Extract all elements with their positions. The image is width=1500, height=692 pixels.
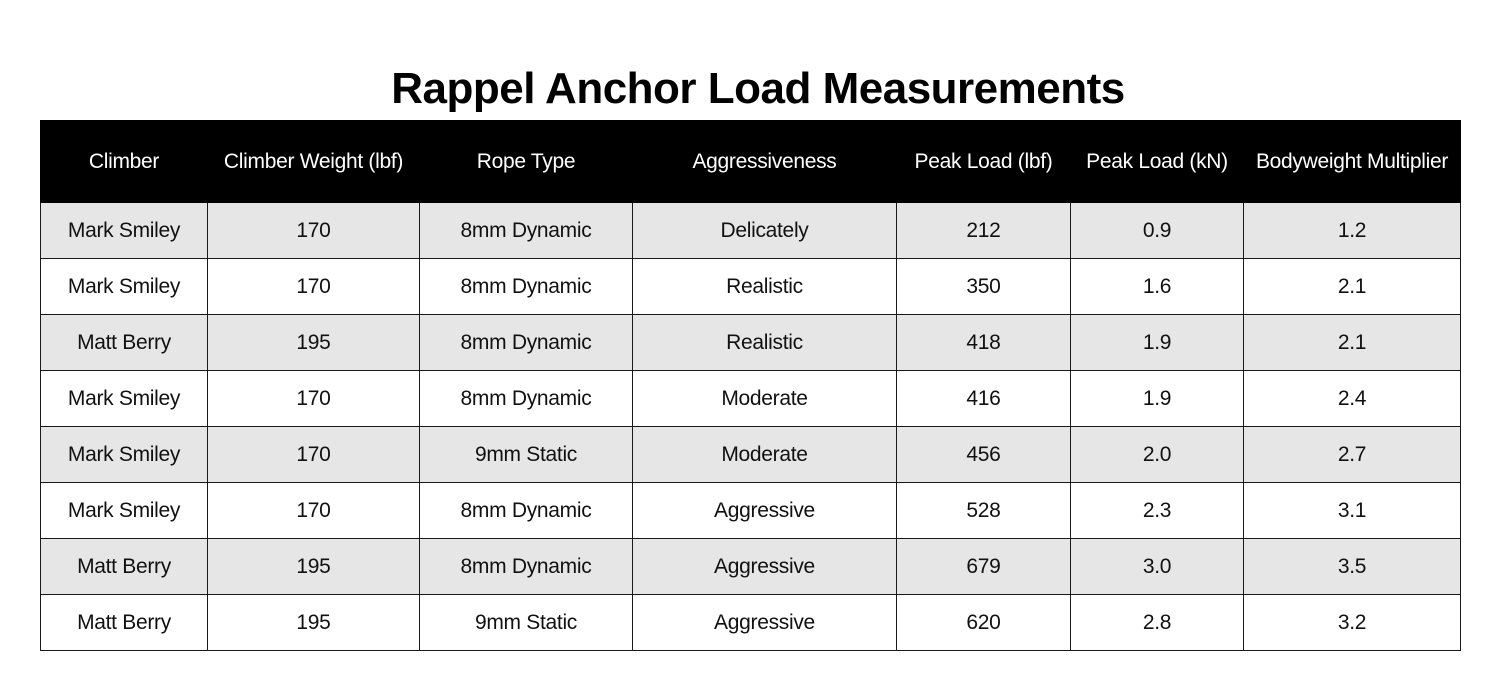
cell-peak-load-lbf: 418 <box>897 315 1071 371</box>
cell-rope-type: 8mm Dynamic <box>420 259 633 315</box>
column-header-aggressiveness: Aggressiveness <box>633 121 897 203</box>
cell-aggressiveness: Realistic <box>633 315 897 371</box>
page-title: Rappel Anchor Load Measurements <box>391 64 1125 114</box>
cell-climber-weight: 195 <box>208 595 420 651</box>
cell-climber: Mark Smiley <box>41 259 208 315</box>
table-row <box>41 483 1461 539</box>
cell-rope-type: 9mm Static <box>420 427 633 483</box>
cell-climber-weight: 170 <box>208 427 420 483</box>
table-row <box>41 427 1461 483</box>
cell-peak-load-lbf: 416 <box>897 371 1071 427</box>
cell-climber-weight: 170 <box>208 259 420 315</box>
cell-bodyweight-multiplier: 3.2 <box>1244 595 1461 651</box>
table-row <box>41 315 1461 371</box>
cell-rope-type: 8mm Dynamic <box>420 203 633 259</box>
cell-climber-weight: 170 <box>208 483 420 539</box>
table-body <box>41 203 1461 651</box>
load-measurements-table <box>40 120 1461 651</box>
cell-rope-type: 8mm Dynamic <box>420 539 633 595</box>
cell-bodyweight-multiplier: 3.1 <box>1244 483 1461 539</box>
cell-aggressiveness: Moderate <box>633 427 897 483</box>
cell-rope-type: 9mm Static <box>420 595 633 651</box>
cell-climber-weight: 195 <box>208 539 420 595</box>
column-header-climber-weight: Climber Weight (lbf) <box>208 121 420 203</box>
cell-bodyweight-multiplier: 1.2 <box>1244 203 1461 259</box>
cell-peak-load-kn: 2.8 <box>1071 595 1244 651</box>
cell-aggressiveness: Aggressive <box>633 539 897 595</box>
cell-rope-type: 8mm Dynamic <box>420 371 633 427</box>
cell-peak-load-lbf: 212 <box>897 203 1071 259</box>
cell-peak-load-lbf: 679 <box>897 539 1071 595</box>
table-row <box>41 539 1461 595</box>
cell-bodyweight-multiplier: 2.1 <box>1244 315 1461 371</box>
cell-climber: Mark Smiley <box>41 483 208 539</box>
cell-peak-load-kn: 1.6 <box>1071 259 1244 315</box>
cell-climber: Matt Berry <box>41 315 208 371</box>
cell-bodyweight-multiplier: 2.4 <box>1244 371 1461 427</box>
table-header <box>41 121 1461 203</box>
column-header-peak-load-lbf: Peak Load (lbf) <box>897 121 1071 203</box>
table-row <box>41 371 1461 427</box>
table-row <box>41 203 1461 259</box>
cell-peak-load-kn: 0.9 <box>1071 203 1244 259</box>
cell-peak-load-kn: 2.3 <box>1071 483 1244 539</box>
cell-aggressiveness: Aggressive <box>633 595 897 651</box>
cell-rope-type: 8mm Dynamic <box>420 315 633 371</box>
cell-climber-weight: 170 <box>208 203 420 259</box>
cell-peak-load-kn: 2.0 <box>1071 427 1244 483</box>
cell-peak-load-lbf: 620 <box>897 595 1071 651</box>
cell-climber: Mark Smiley <box>41 427 208 483</box>
cell-climber: Mark Smiley <box>41 203 208 259</box>
cell-bodyweight-multiplier: 2.1 <box>1244 259 1461 315</box>
cell-aggressiveness: Realistic <box>633 259 897 315</box>
cell-peak-load-lbf: 456 <box>897 427 1071 483</box>
cell-climber: Matt Berry <box>41 539 208 595</box>
column-header-climber: Climber <box>41 121 208 203</box>
cell-peak-load-kn: 3.0 <box>1071 539 1244 595</box>
header-row <box>41 121 1461 203</box>
cell-aggressiveness: Delicately <box>633 203 897 259</box>
cell-climber-weight: 195 <box>208 315 420 371</box>
cell-peak-load-kn: 1.9 <box>1071 315 1244 371</box>
cell-bodyweight-multiplier: 3.5 <box>1244 539 1461 595</box>
table-row <box>41 259 1461 315</box>
cell-aggressiveness: Aggressive <box>633 483 897 539</box>
cell-aggressiveness: Moderate <box>633 371 897 427</box>
cell-climber: Mark Smiley <box>41 371 208 427</box>
table-row <box>41 595 1461 651</box>
cell-bodyweight-multiplier: 2.7 <box>1244 427 1461 483</box>
cell-peak-load-lbf: 528 <box>897 483 1071 539</box>
column-header-peak-load-kn: Peak Load (kN) <box>1071 121 1244 203</box>
cell-climber: Matt Berry <box>41 595 208 651</box>
cell-peak-load-lbf: 350 <box>897 259 1071 315</box>
column-header-rope-type: Rope Type <box>420 121 633 203</box>
cell-climber-weight: 170 <box>208 371 420 427</box>
cell-peak-load-kn: 1.9 <box>1071 371 1244 427</box>
cell-rope-type: 8mm Dynamic <box>420 483 633 539</box>
column-header-bodyweight-multiplier: Bodyweight Multiplier <box>1244 121 1461 203</box>
